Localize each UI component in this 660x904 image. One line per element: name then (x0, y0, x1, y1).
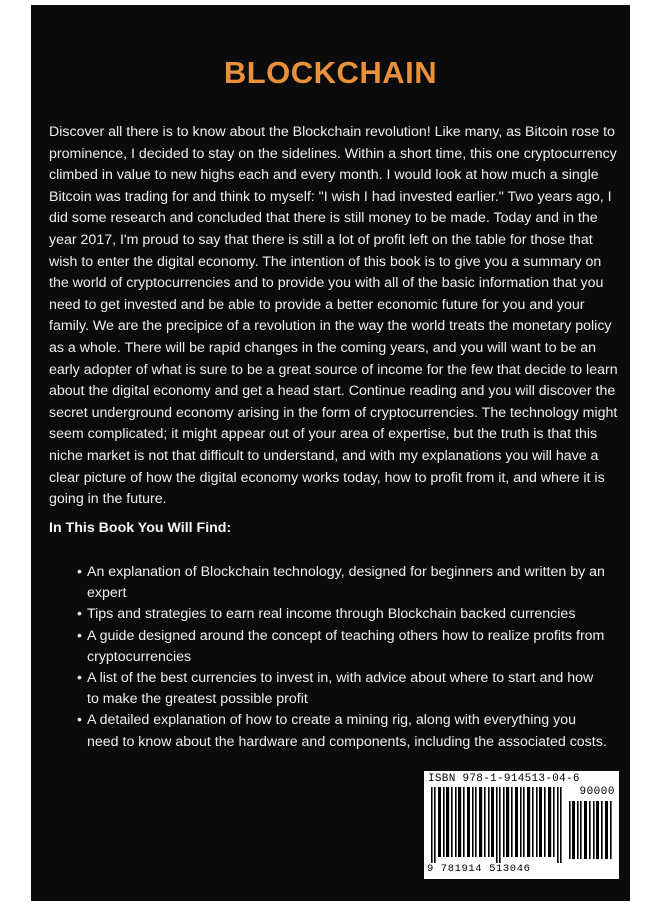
isbn-label: ISBN 978-1-914513-04-6 (428, 773, 580, 785)
feature-item: • A detailed explanation of how to create a mining rig, along with everything you need to know about the hardware and components, including the associated costs. (77, 710, 607, 752)
book-description: Discover all there is to know about the Blockchain revolution! Like many, as Bitcoin rose to prominence, I decided to stay on the sidelines. Within a short time, this one cryptocurrency climbed in value to new highs each and every month. I would look at how much a single Bitcoin was trading for and think to myself: "I wish I had invested earlier." Two years ago, I did some research and concluded that there is still money to be made. Today and in the year 2017, I'm proud to say that there is still a lot of profit left on the table for those that wish to enter the digital economy. The intention of this book is to give you a summary on the world of cryptocurrencies and to provide you with all of the basic information that you need to get invested and be able to provide a better economic future for you and your family. We are the precipice of a revolution in the way the world treats the monetary policy as a whole. There will be rapid changes in the coming years, and you will want to be an early adopter of what is sure to be a great source of income for the few that decide to learn about the digital economy and get a head start. Continue reading and you will discover the secret underground economy arising in the form of cryptocurrencies. The technology might seem complicated; it might appear out of your area of expertise, but the truth is that this niche market is not that difficult to understand, and with my explanations you will have a clear picture of how the digital economy works today, how to profit from it, and where it is going in the future. (49, 124, 618, 508)
book-title: BLOCKCHAIN (223, 55, 438, 90)
isbn-barcode (424, 771, 619, 879)
feature-item: • A guide designed around the concept of teaching others how to realize profits from cryptocurrencies (77, 626, 607, 668)
features-heading: In This Book You Will Find: (49, 520, 232, 536)
price-barcode-bars (569, 801, 613, 859)
price-code: 90000 (579, 786, 615, 798)
features-list (77, 562, 607, 753)
barcode-bars (431, 787, 566, 863)
book-back-cover (31, 5, 630, 901)
feature-item: • An explanation of Blockchain technology, designed for beginners and written by an expert (77, 562, 607, 604)
feature-item: • Tips and strategies to earn real income through Blockchain backed currencies (77, 604, 607, 625)
feature-item: • A list of the best currencies to invest in, with advice about where to start and how to make the greatest possible profit (77, 668, 607, 710)
ean-digits: 9 781914 513046 (427, 863, 531, 875)
